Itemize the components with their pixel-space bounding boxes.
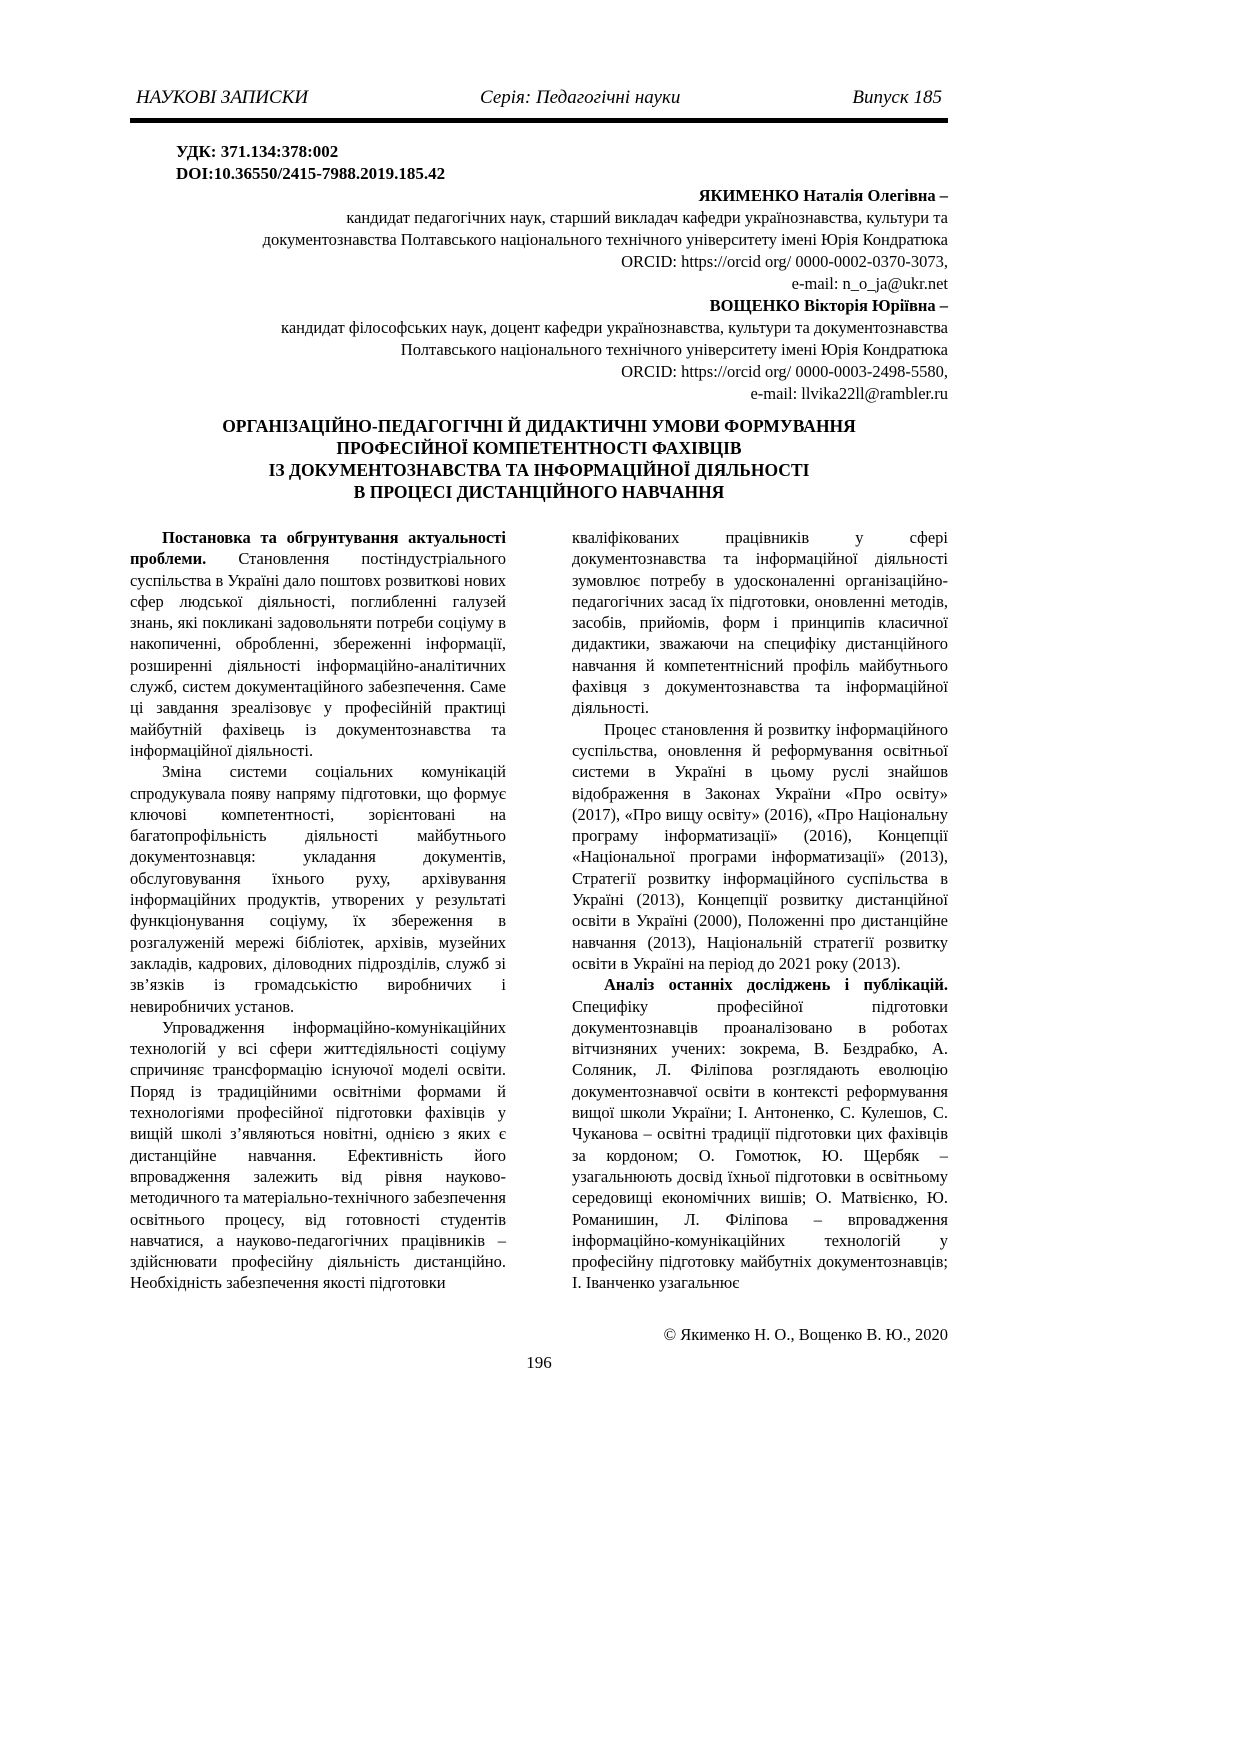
article-title-line: ПРОФЕСІЙНОЇ КОМПЕТЕНТНОСТІ ФАХІВЦІВ [336, 438, 742, 458]
series-title: Серія: Педагогічні науки [480, 87, 681, 108]
copyright-notice: © Якименко Н. О., Вощенко В. Ю., 2020 [663, 1324, 948, 1344]
article-title-line: В ПРОЦЕСІ ДИСТАНЦІЙНОГО НАВЧАННЯ [353, 482, 725, 502]
paragraph: Зміна системи соціальних комунікацій спродукувала появу напряму підготовки, що формує ключові компетентності, зорієнтовані на багатопрофільність діяльності майбутнього документознавця: укладання документів, обслуговування їхнього руху, архівування інформаційних продуктів, утворених у результаті функціонування соціуму, їх збереження в розгалуженій мережі бібліотек, архівів, музейних закладів, кадрових, діловодних підрозділів, служб зі зв’язків із громадськістю виробничих і невиробничих установ. [130, 762, 506, 1016]
author-email: e-mail: llvika22ll@rambler.ru [750, 384, 948, 403]
author-affiliation-line: документознавства Полтавського національного технічного університету імені Юрія Кондратюка [262, 230, 948, 249]
article-title-line: ОРГАНІЗАЦІЙНО-ПЕДАГОГІЧНІ Й ДИДАКТИЧНІ УМОВИ ФОРМУВАННЯ [222, 416, 856, 436]
author-email: e-mail: n_o_ja@ukr.net [791, 274, 948, 293]
paragraph-lead: Аналіз останніх досліджень і публікацій. [604, 975, 948, 995]
paragraph: Упровадження інформаційно-комунікаційних технологій у всі сфери життєдіяльності соціуму спричиняє трансформацію існуючої моделі освіти. Поряд із традиційними освітніми формами й технологіями професійної підготовки фахівців у вищій школі з’являються новітні, однією з яких є дистанційне навчання. Ефективність його впровадження залежить від рівня науково-методичного та матеріально-технічного забезпечення освітнього процесу, від готовності студентів навчатися, а науково-педагогічних працівників – здійснювати професійну діяльність дистанційно. Необхідність забезпечення якості підготовки [130, 1017, 506, 1293]
article-title [130, 415, 948, 503]
paragraph: Процес становлення й розвитку інформаційного суспільства, оновлення й реформування освітньої системи в Україні в цьому руслі знайшов відображення в Законах України «Про освіту» (2017), «Про вищу освіту» (2016), «Про Національну програму інформатизації» (2016), Концепції «Національної програми інформатизації» (2013), Стратегії розвитку інформаційного суспільства в Україні (2013), Концепції розвитку дистанційної освіти в Україні (2000), Положенні про дистанційне навчання (2013), Національній стратегії розвитку освіти в Україні на період до 2021 року (2013). [572, 719, 948, 973]
header-rule [130, 118, 948, 123]
paragraph-text: Становлення постіндустріального суспільства в Україні дало поштовх розвиткові нових сфер людської діяльності, поглибленні галузей знань, які покликані задовольняти потреби соціуму в накопиченні, обробленні, збереженні інформації, розширенні діяльності інформаційно-аналітичних служб, систем документаційного забезпечення. Саме ці завдання зреалізовує у професійній практиці майбутній фахівець із документознавства та інформаційної діяльності. [130, 549, 506, 760]
running-head [130, 86, 948, 110]
paragraph-text: Специфіку професійної підготовки документознавців проаналізовано в роботах вітчизняних учених: зокрема, В. Бездрабко, А. Соляник, Л. Філіпова розглядають еволюцію документознавчої освіти в контексті реформування вищої школи України; І. Антоненко, С. Кулешов, С. Чуканова – освітні традиції підготовки цих фахівців за кордоном; О. Гомотюк, Ю. Щербяк – узагальнюють досвід їхньої підготовки в освітньому середовищі економічних вишів; О. Матвієнко, Ю. Романишин, Л. Філіпова – впровадження інформаційно-комунікаційних технологій у професійну підготовку майбутніх документознавців; І. Іванченко узагальнює [572, 996, 948, 1293]
udk-code: УДК: 371.134:378:002 [176, 142, 339, 161]
left-column [130, 527, 506, 1294]
page-content [130, 86, 948, 1374]
article-meta [176, 141, 948, 185]
author-name: ВОЩЕНКО Вікторія Юріївна – [709, 296, 948, 315]
issue-number: Випуск 185 [852, 87, 942, 108]
author-orcid: ORCID: https://orcid org/ 0000-0003-2498-5580, [621, 362, 948, 381]
authors-block [130, 185, 948, 405]
doi-code: DOI:10.36550/2415-7988.2019.185.42 [176, 164, 446, 183]
author-affiliation-line: кандидат педагогічних наук, старший викладач кафедри українознавства, культури та [346, 208, 948, 227]
author-orcid: ORCID: https://orcid org/ 0000-0002-0370-3073, [621, 252, 948, 271]
author-affiliation-line: Полтавського національного технічного університету імені Юрія Кондратюка [400, 340, 948, 359]
article-title-line: ІЗ ДОКУМЕНТОЗНАВСТВА ТА ІНФОРМАЦІЙНОЇ ДІЯЛЬНОСТІ [268, 460, 810, 480]
paragraph: кваліфікованих працівників у сфері документознавства та інформаційної діяльності зумовлює потребу в удосконаленні організаційно-педагогічних засад їх підготовки, оновленні методів, засобів, прийомів, форм і принципів класичної дидактики, зважаючи на специфіку дистанційного навчання й компетентнісний профіль майбутнього фахівця з документознавства та інформаційної діяльності. [572, 528, 948, 718]
right-column [572, 527, 948, 1294]
author-affiliation-line: кандидат філософських наук, доцент кафедри українознавства, культури та документознавства [281, 318, 948, 337]
body-columns [130, 527, 948, 1294]
journal-title: НАУКОВІ ЗАПИСКИ [136, 87, 309, 108]
paragraph [130, 527, 506, 761]
page-number: 196 [526, 1352, 552, 1372]
paragraph [572, 974, 948, 1293]
author-name: ЯКИМЕНКО Наталія Олегівна – [698, 186, 948, 205]
paragraph-lead: Постановка та обгрунтування актуальності проблеми. [130, 528, 506, 569]
